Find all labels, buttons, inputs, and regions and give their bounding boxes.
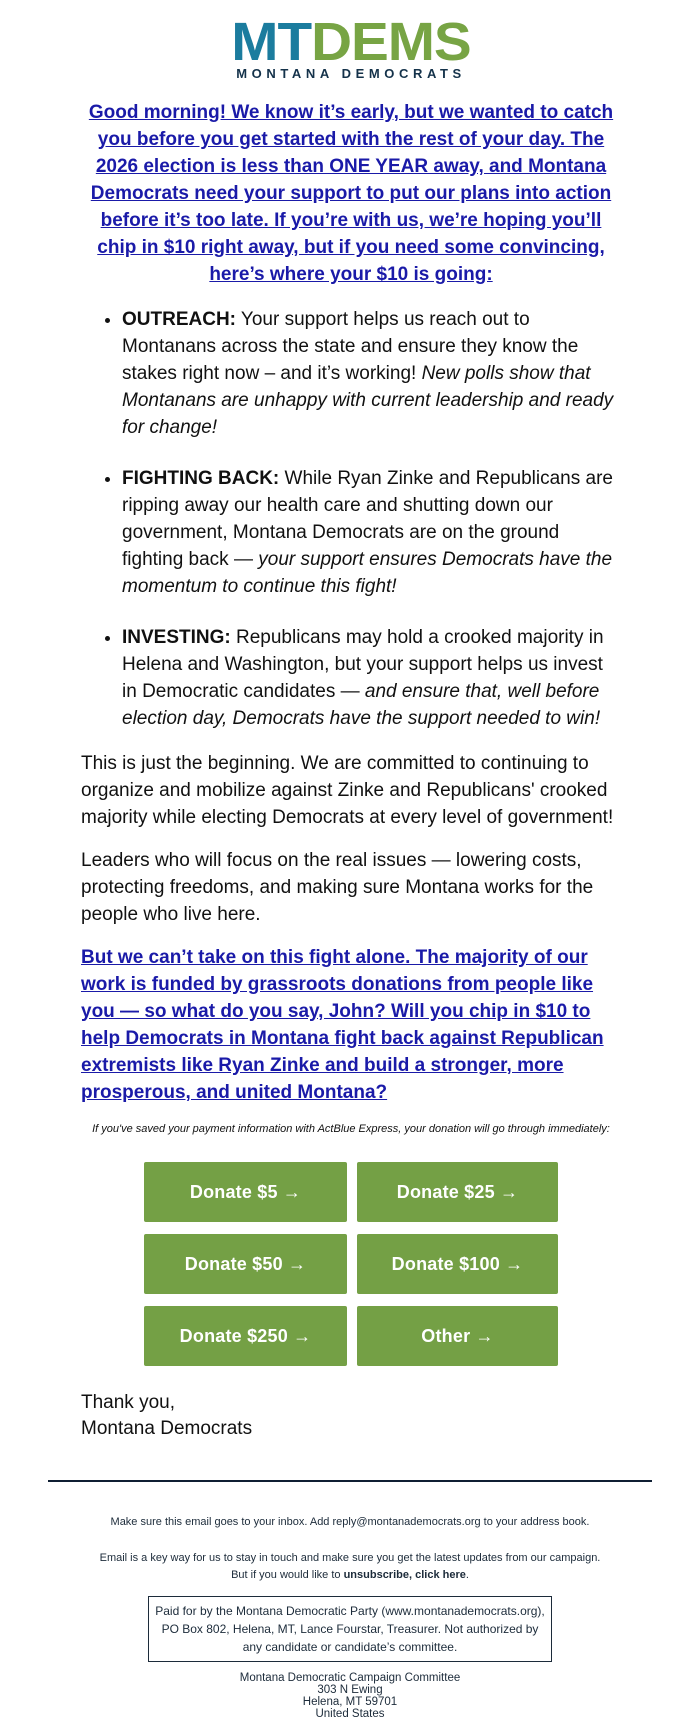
cta-donate-link[interactable]: But we can’t take on this fight alone. The majority of our work is funded by grassroots donations from people like you — so what do you say, John? Will you chip in $10 to help Democrats in Montana fight back against Republican extremists like Ryan Zinke and build a stronger, more prosperous, and united Montana?: [81, 947, 604, 1103]
unsub-suffix: .: [465, 1569, 469, 1581]
mtdems-logo: [81, 0, 621, 82]
footer-unsubscribe-line: [0, 1567, 700, 1584]
actblue-note: If you've saved your payment information with ActBlue Express, your donation will go through immediately:: [92, 1123, 610, 1135]
bullet-title: FIGHTING BACK:: [122, 468, 280, 489]
logo-subtitle: MONTANA DEMOCRATS: [236, 66, 466, 81]
footer-inbox-note: Make sure this email goes to your inbox. Add reply@montanademocrats.org to your address book.: [110, 1516, 590, 1528]
bullet-italic: New polls show that Montanans are unhappy with current leadership and ready for change!: [122, 363, 614, 438]
unsubscribe-link[interactable]: unsubscribe, click here: [343, 1569, 466, 1581]
footer-email-line: Email is a key way for us to stay in touch and make sure you get the latest updates from our campaign.: [99, 1552, 601, 1564]
donate-25-button[interactable]: Donate $25 →: [357, 1162, 558, 1222]
bullet-fighting-back: [122, 465, 621, 600]
address-line: United States: [315, 1708, 385, 1720]
donate-100-button[interactable]: Donate $100 →: [357, 1234, 558, 1294]
bullet-outreach: [122, 306, 621, 441]
address-line: Helena, MT 59701: [302, 1696, 398, 1708]
signoff-name: Montana Democrats: [81, 1418, 253, 1439]
footer: [0, 1514, 700, 1720]
paragraph-leaders: Leaders who will focus on the real issues — lowering costs, protecting freedoms, and making sure Montana works for the people who live here.: [81, 850, 594, 925]
signoff: [81, 1390, 621, 1442]
mailing-address: [0, 1672, 700, 1720]
email-body: [79, 0, 621, 1442]
donate-5-button[interactable]: Donate $5 →: [144, 1162, 347, 1222]
bullet-investing: [122, 624, 621, 732]
bullet-text: Your support helps us reach out to Montanans across the state and ensure they know the stakes right now – and it’s working!: [122, 309, 579, 384]
donate-other-button[interactable]: Other →: [357, 1306, 558, 1366]
donate-250-button[interactable]: Donate $250 →: [144, 1306, 347, 1366]
logo-mt: MT: [231, 12, 312, 72]
address-line: Montana Democratic Campaign Committee: [239, 1672, 461, 1684]
footer-divider: [48, 1480, 652, 1482]
bullet-list: [81, 306, 621, 732]
bullet-title: OUTREACH:: [122, 309, 236, 330]
logo-dems: DEMS: [311, 12, 471, 72]
paid-for-disclaimer: Paid for by the Montana Democratic Party (www.montanademocrats.org), PO Box 802, Helena, MT, Lance Fourstar, Treasurer. Not authorized by any candidate or candidate’s committee.: [148, 1596, 552, 1662]
intro-donate-link[interactable]: Good morning! We know it’s early, but we wanted to catch you before you get started with the rest of your day. The 2026 election is less than ONE YEAR away, and Montana Democrats need your support to put our plans into action before it’s too late. If you’re with us, we’re hoping you’ll chip in $10 right away, but if you need some convincing, here’s where your $10 is going:: [88, 102, 614, 285]
bullet-title: INVESTING:: [122, 627, 231, 648]
bullet-italic: your support ensures Democrats have the momentum to continue this fight!: [122, 549, 613, 597]
bullet-text: Republicans may hold a crooked majority in Helena and Washington, but your support helps us invest in Democratic candidates —: [122, 627, 604, 702]
bullet-text: While Ryan Zinke and Republicans are ripping away our health care and shutting down our government, Montana Democrats are on the ground fighting back —: [122, 468, 613, 570]
address-line: 303 N Ewing: [317, 1684, 383, 1696]
donate-50-button[interactable]: Donate $50 →: [144, 1234, 347, 1294]
logo-wordmark: [231, 12, 471, 72]
donate-buttons: [81, 1162, 621, 1366]
unsub-prefix: But if you would like to: [231, 1569, 344, 1581]
paragraph-beginning: This is just the beginning. We are committed to continuing to organize and mobilize against Zinke and Republicans' crooked majority while electing Democrats at every level of government!: [81, 753, 614, 828]
signoff-thanks: Thank you,: [81, 1392, 175, 1413]
bullet-italic: and ensure that, well before election day, Democrats have the support needed to win!: [122, 681, 601, 729]
